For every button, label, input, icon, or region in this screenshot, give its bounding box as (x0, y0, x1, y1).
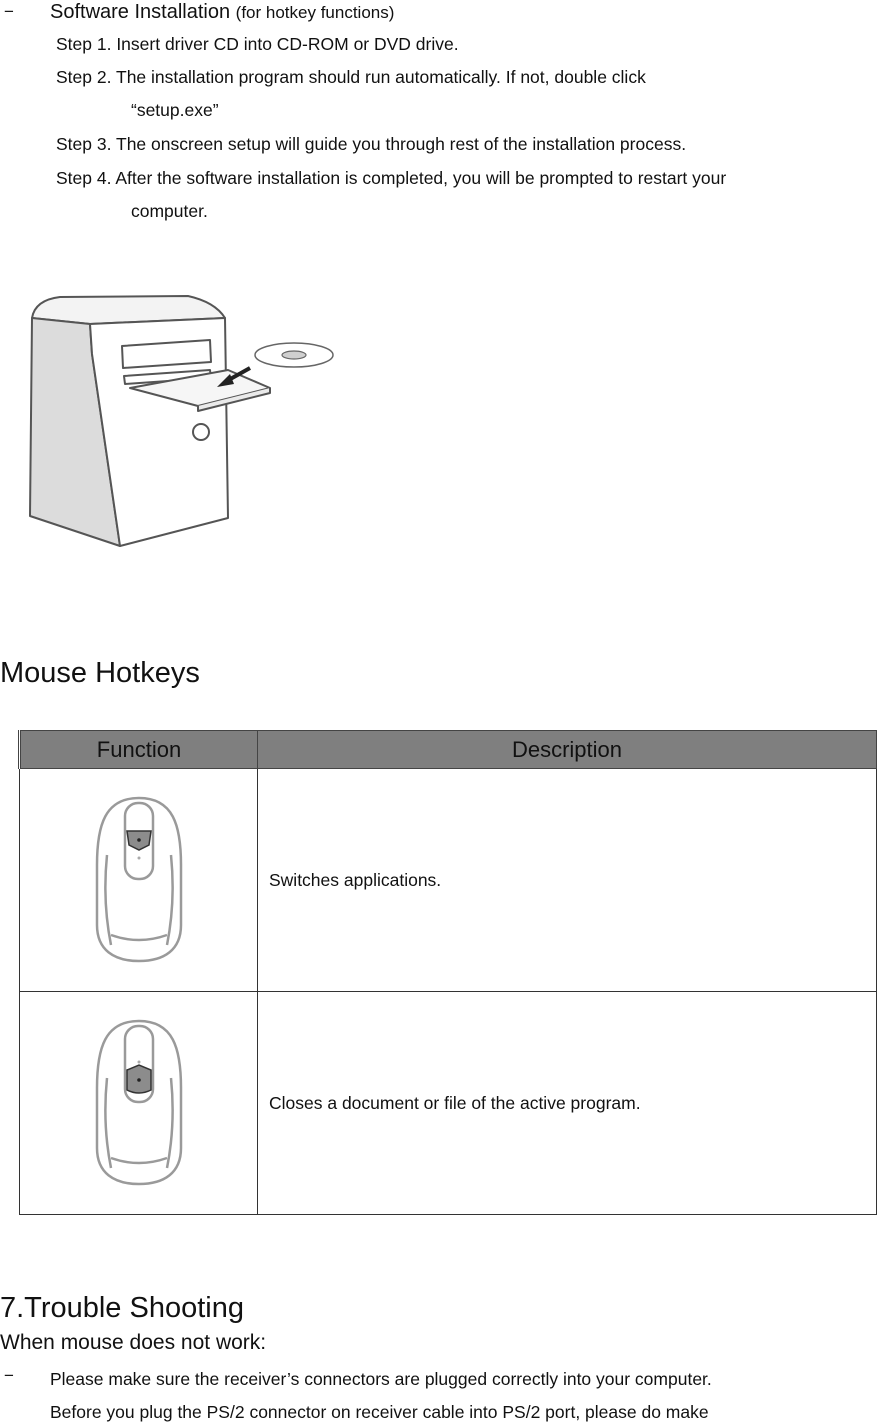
mouse-hotkeys-title: Mouse Hotkeys (0, 657, 200, 689)
bullet-dash: − (4, 1366, 14, 1385)
trouble-line-1: Please make sure the receiver’s connectors are plugged correctly into your computer. (50, 1369, 712, 1389)
trouble-shooting-title: 7.Trouble Shooting (0, 1292, 244, 1324)
bullet-dash: − (4, 2, 14, 21)
step-3: Step 3. The onscreen setup will guide you through rest of the installation process. (56, 134, 687, 154)
step-1: Step 1. Insert driver CD into CD-ROM or DVD drive. (56, 34, 459, 54)
software-installation-title: Software Installation (50, 1, 231, 23)
mouse-lower-button-icon (89, 1018, 189, 1188)
function-cell (20, 769, 258, 992)
hotkeys-table (18, 730, 877, 1215)
mouse-not-working-heading: When mouse does not work: (0, 1331, 267, 1354)
computer-cd-illustration (20, 288, 340, 553)
trouble-line-2: Before you plug the PS/2 connector on receiver cable into PS/2 port, please do make (50, 1402, 709, 1422)
step-4: Step 4. After the software installation is completed, you will be prompted to restart your (56, 168, 727, 188)
step-2: Step 2. The installation program should run automatically. If not, double click (56, 67, 646, 87)
table-row (20, 992, 877, 1215)
column-header-description: Description (258, 731, 877, 769)
step-4-continuation: computer. (131, 201, 208, 221)
table-row (20, 769, 877, 992)
software-installation-heading (50, 0, 394, 25)
function-cell (20, 992, 258, 1215)
column-header-function: Function (20, 731, 258, 769)
description-cell: Switches applications. (258, 769, 877, 992)
step-2-continuation: “setup.exe” (131, 100, 219, 120)
software-installation-subtitle: (for hotkey functions) (235, 3, 395, 22)
mouse-scroll-button-icon (89, 795, 189, 965)
description-cell: Closes a document or file of the active program. (258, 992, 877, 1215)
